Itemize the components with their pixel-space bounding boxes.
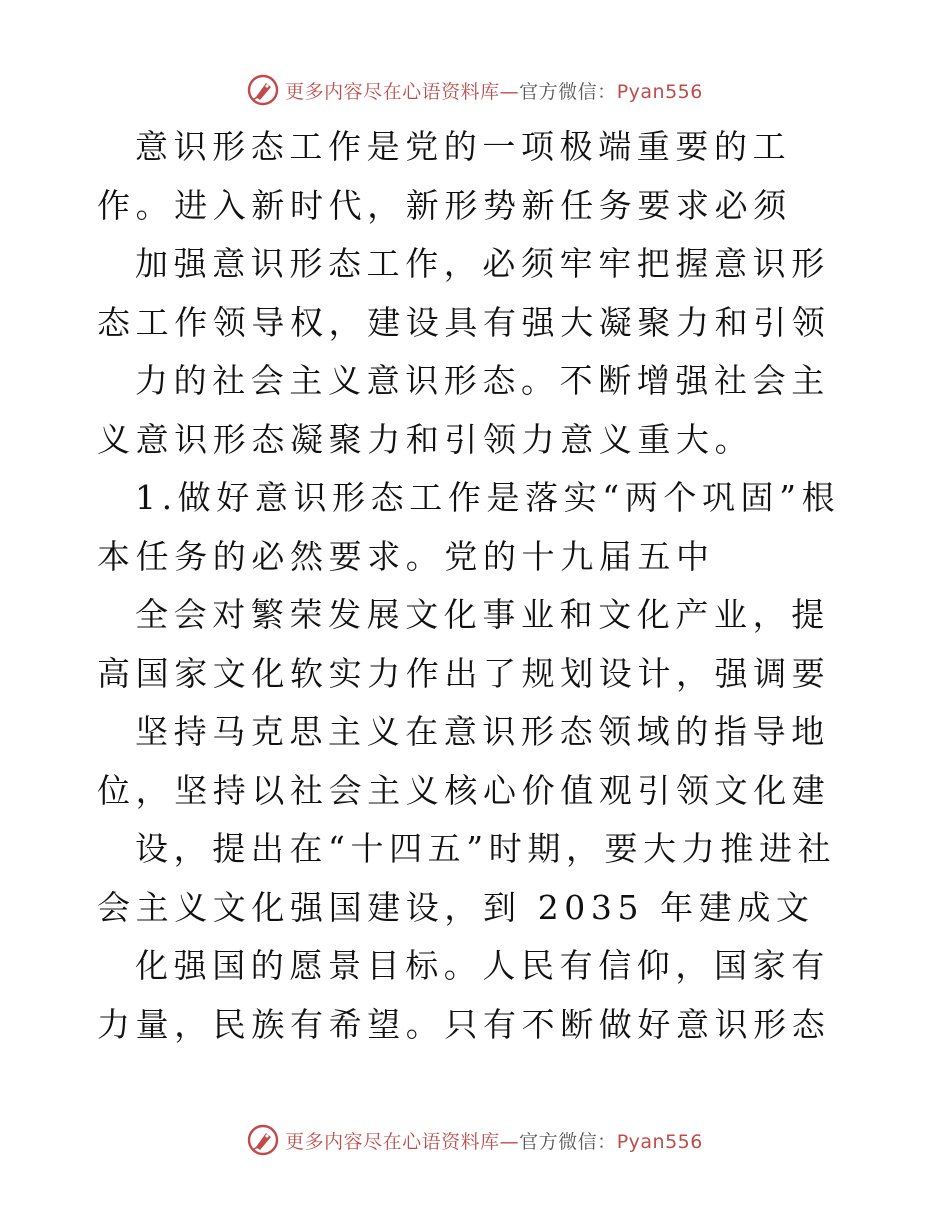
footer-contact-label: 官方微信： <box>519 1130 617 1153</box>
paragraph-2: 加强意识形态工作，必须牢牢把握意识形态工作领导权，建设具有强大凝聚力和引领 <box>97 244 831 342</box>
paragraph-5: 全会对繁荣发展文化事业和文化产业，提高国家文化软实力作出了规划设计，强调要 <box>97 595 831 693</box>
header-separator: — <box>499 80 520 103</box>
header-contact-label: 官方微信： <box>519 80 617 103</box>
paragraph-6: 坚持马克思主义在意识形态领域的指导地位，坚持以社会主义核心价值观引领文化建 <box>97 712 831 810</box>
paragraph-4: 1.做好意识形态工作是落实“两个巩固”根本任务的必然要求。党的十九届五中 <box>97 478 841 576</box>
paragraph-1: 意识形态工作是党的一项极端重要的工作。进入新时代，新形势新任务要求必须 <box>97 127 792 225</box>
footer-text <box>285 1127 703 1154</box>
header-site-name: 更多内容尽在心语资料库 <box>285 80 500 103</box>
footer-contact-id: Pyan556 <box>616 1130 703 1153</box>
document-body <box>97 118 857 1054</box>
header-banner <box>0 72 950 108</box>
footer-separator: — <box>499 1130 520 1153</box>
header-text <box>285 77 703 104</box>
pen-nib-icon <box>247 74 279 106</box>
footer-site-name: 更多内容尽在心语资料库 <box>285 1130 500 1153</box>
footer-banner <box>0 1122 950 1158</box>
paragraph-8: 化强国的愿景目标。人民有信仰，国家有力量，民族有希望。只有不断做好意识形态 <box>97 946 831 1044</box>
paragraph-3: 力的社会主义意识形态。不断增强社会主义意识形态凝聚力和引领力意义重大。 <box>97 361 830 459</box>
paragraph-7: 设，提出在“十四五”时期，要大力推进社会主义文化强国建设，到 2035 年建成文 <box>97 829 837 927</box>
header-contact-id: Pyan556 <box>616 80 703 103</box>
pen-nib-icon <box>247 1124 279 1156</box>
